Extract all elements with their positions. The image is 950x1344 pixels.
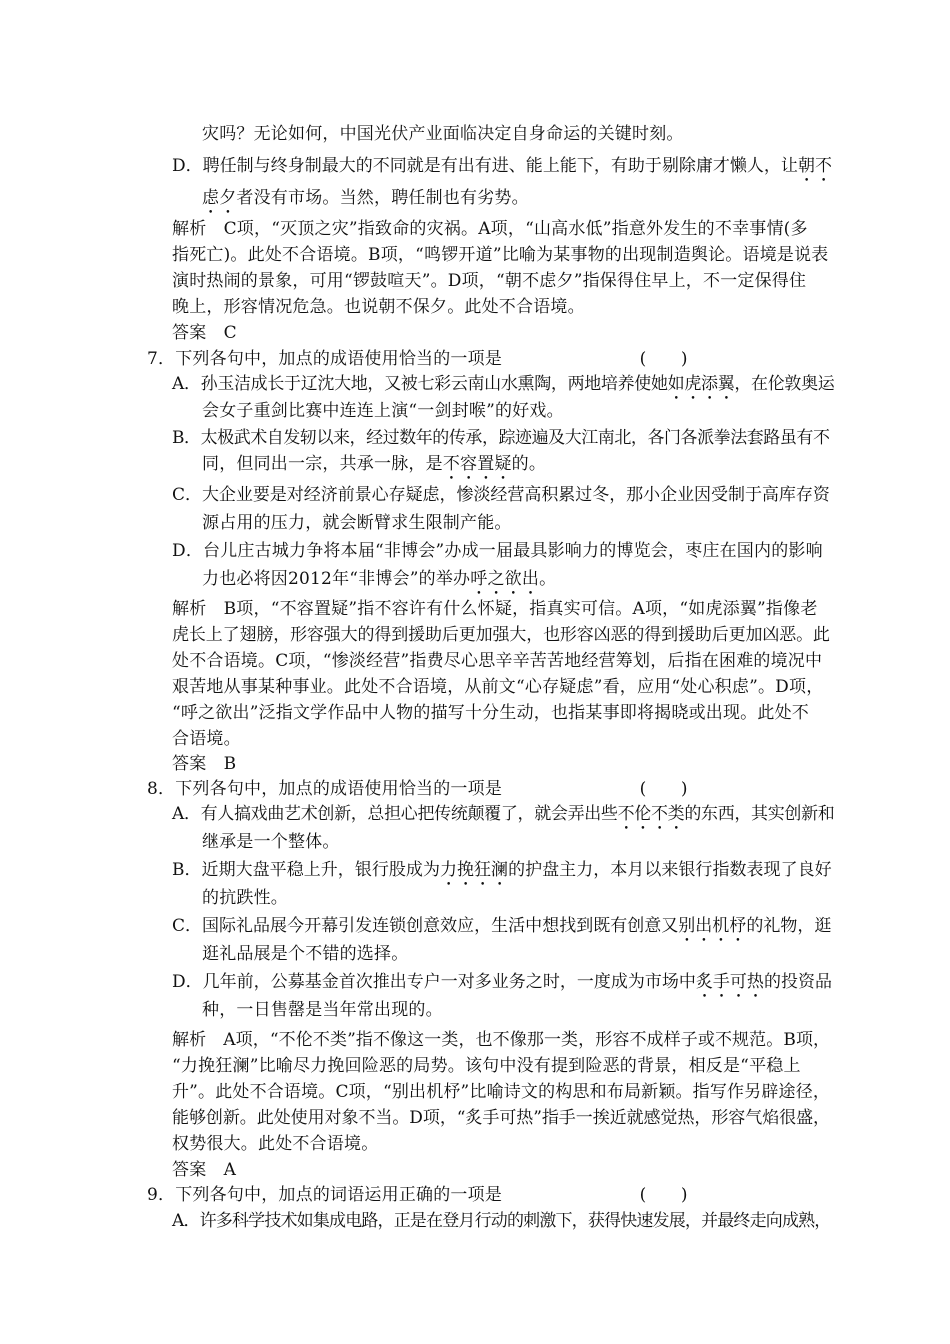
question-line: 8．下列各句中，加点的成语使用恰当的一项是 ( ) (147, 779, 688, 799)
text-span: 的礼物，逛 (746, 916, 832, 936)
analysis-line: 演时热闹的景象，可用“锣鼓喧天”。D项，“朝不虑夕”指保得住早上，不一定保得住 (172, 271, 807, 291)
emphasized-phrase: 力挽狂澜 (439, 860, 509, 880)
text-span: 同，但同出一宗，共承一脉，是 (202, 454, 443, 474)
text-line: 灾吗？无论如何，中国光伏产业面临决定自身命运的关键时刻。 (202, 124, 684, 144)
question-line: 7．下列各句中，加点的成语使用恰当的一项是 ( ) (147, 349, 688, 369)
emphasized-phrase: 别出机杼 (678, 916, 747, 936)
text-span: D．几年前，公募基金首次推出专户一对多业务之时，一度成为市场中 (172, 972, 696, 992)
analysis-line: 指死亡)。此处不合语境。B项，“鸣锣开道”比喻为某事物的出现制造舆论。语境是说表 (172, 245, 829, 265)
text-line: B．太极武术自发轫以来，经过数年的传承，踪迹遍及大江南北，各门各派拳法套路虽有不 (172, 428, 830, 448)
text-span: A．孙玉洁成长于辽沈大地，又被七彩云南山水熏陶，两地培养使她 (172, 374, 668, 394)
text-span: ，在伦敦奥运 (734, 374, 835, 394)
text-span: C．国际礼品展今开幕引发连锁创意效应，生活中想找到既有创意又 (172, 916, 679, 936)
emphasized-phrase: 呼之欲出 (470, 569, 540, 589)
emphasized-phrase: 虑夕 (202, 188, 237, 208)
text-line: 种，一日售罄是当年常出现的。 (202, 1000, 443, 1020)
analysis-line: 升”。此处不合语境。C项，“别出机杼”比喻诗文的构思和布局新颖。指写作另辟途径， (172, 1082, 831, 1102)
analysis-line: “呼之欲出”泛指文学作品中人物的描写十分生动，也指某事即将揭晓或出现。此处不 (172, 703, 809, 723)
analysis-line: “力挽狂澜”比喻尽力挽回险恶的局势。该句中没有提到险恶的背景，相反是“平稳上 (172, 1056, 801, 1076)
text-line (202, 187, 529, 218)
text-line: 的抗跌性。 (202, 888, 288, 908)
answer-line: 答案 B (172, 754, 237, 774)
emphasized-phrase: 炙手可热 (695, 972, 764, 992)
text-span: 力也必将因2012年“非博会”的举办 (202, 569, 471, 589)
text-span: A．有人搞戏曲艺术创新，总担心把传统颠覆了，就会弄出些 (172, 804, 618, 824)
analysis-line: 处不合语境。C项，“惨淡经营”指费尽心思辛辛苦苦地经营筹划，后指在困难的境况中 (172, 651, 823, 671)
text-span: 。 (539, 569, 557, 589)
analysis-line: 艰苦地从事某种事业。此处不合语境，从前文“心存疑虑”看，应用“处心积虑”。D项， (172, 677, 824, 697)
emphasized-phrase: 不伦不类 (617, 804, 685, 824)
text-line: 会女子重剑比赛中连连上演“一剑封喉”的好戏。 (202, 401, 564, 421)
text-line (202, 453, 546, 484)
answer-line: 答案 A (172, 1160, 237, 1180)
analysis-line: 解析 C项，“灭顶之灾”指致命的灾祸。A项，“山高水低”指意外发生的不幸事情(多 (172, 219, 808, 239)
text-line: 源占用的压力，就会断臂求生限制产能。 (202, 513, 512, 533)
text-line: A．许多科学技术如集成电路，正是在登月行动的刺激下，获得快速发展，并最终走向成熟， (172, 1211, 831, 1231)
question-line: 9．下列各句中，加点的词语运用正确的一项是 ( ) (147, 1185, 688, 1205)
analysis-line: 能够创新。此处使用对象不当。D项，“炙手可热”指手一挨近就感觉热，形容气焰很盛， (172, 1108, 831, 1128)
text-line: D．台儿庄古城力争将本届“非博会”办成一届最具影响力的博览会，枣庄在国内的影响 (172, 541, 823, 561)
text-line (172, 971, 832, 1002)
text-line (172, 155, 832, 186)
emphasized-phrase: 不容置疑 (442, 454, 512, 474)
text-span: 的投资品 (763, 972, 832, 992)
text-line (172, 803, 834, 834)
text-span: 的。 (511, 454, 547, 474)
text-span: D．聘任制与终身制最大的不同就是有出有进、能上能下，有助于剔除庸才懒人，让 (172, 156, 798, 176)
text-line (172, 915, 831, 946)
text-line: C．大企业要是对经济前景心存疑虑，惨淡经营高积累过冬，那小企业因受制于高库存资 (172, 485, 830, 505)
analysis-line: 权势很大。此处不合语境。 (172, 1134, 379, 1154)
text-line (172, 859, 832, 890)
text-line: 逛礼品展是个不错的选择。 (202, 944, 409, 964)
text-line (202, 568, 556, 599)
analysis-line: 晚上，形容情况危急。也说朝不保夕。此处不合语境。 (172, 297, 585, 317)
text-span: B．近期大盘平稳上升，银行股成为 (172, 860, 440, 880)
emphasized-phrase: 如虎添翼 (667, 374, 735, 394)
text-span: 的护盘主力，本月以来银行指数表现了良好 (508, 860, 832, 880)
answer-line: 答案 C (172, 323, 237, 343)
text-span: 的东西，其实创新和 (684, 804, 835, 824)
analysis-line: 合语境。 (172, 729, 241, 749)
analysis-line: 虎长上了翅膀，形容强大的得到援助后更加强大，也形容凶恶的得到援助后更加凶恶。此 (172, 625, 830, 645)
text-line: 继承是一个整体。 (202, 832, 340, 852)
analysis-line: 解析 A项，“不伦不类”指不像这一类，也不像那一类，形容不成样子或不规范。B项， (172, 1030, 831, 1050)
text-span: 者没有市场。当然，聘任制也有劣势。 (236, 188, 529, 208)
analysis-line: 解析 B项，“不容置疑”指不容许有什么怀疑，指真实可信。A项，“如虎添翼”指像老 (172, 599, 818, 619)
emphasized-phrase: 朝不 (797, 156, 832, 176)
